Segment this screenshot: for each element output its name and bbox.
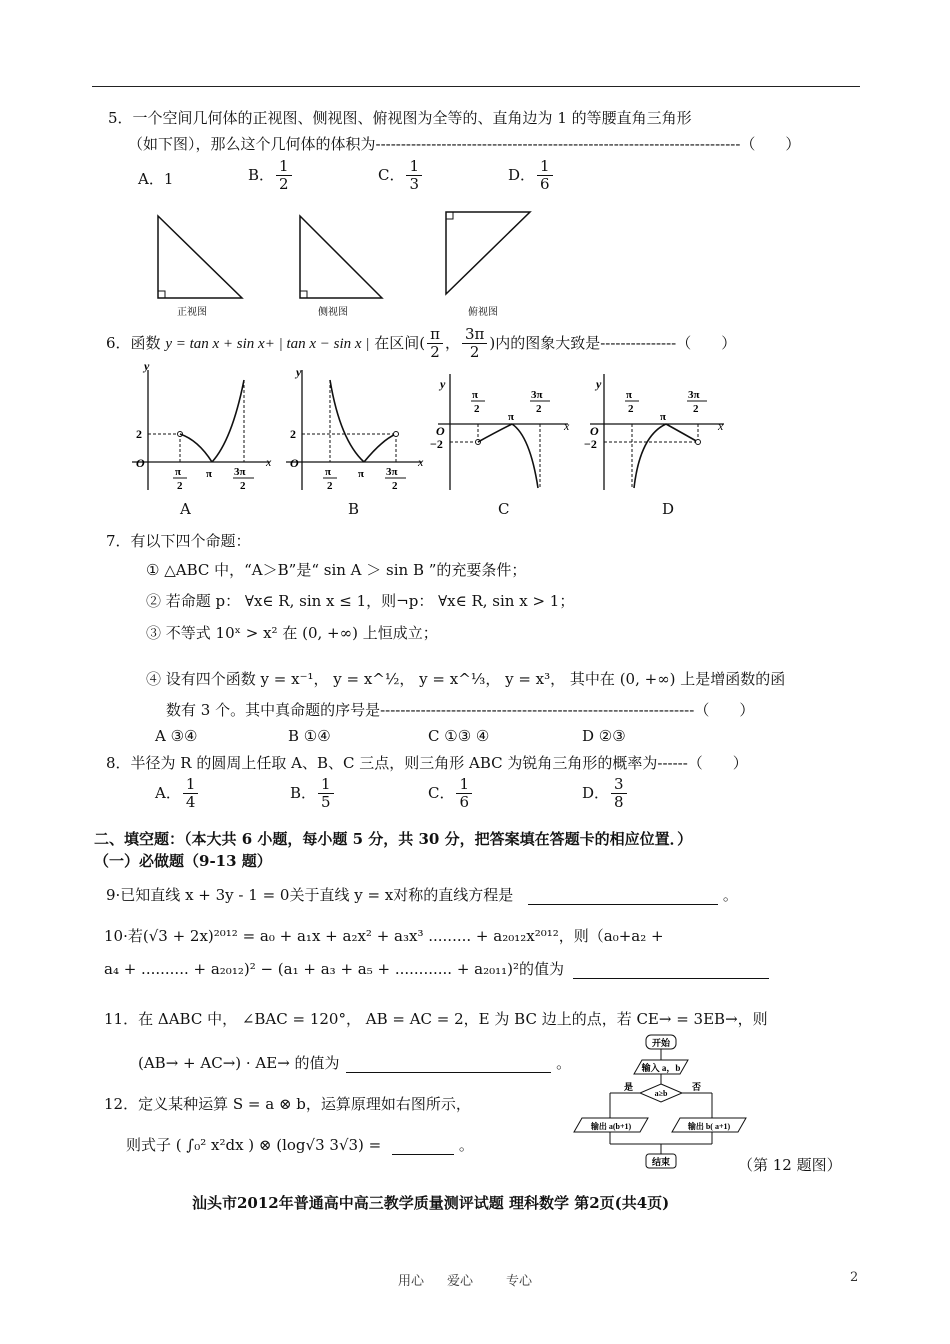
- q7-item-4a: ④ 设有四个函数 y = x⁻¹， y = x^½， y = x^⅓， y = x³， 其中在 (0, +∞) 上是增函数的函: [146, 670, 786, 688]
- svg-text:2: 2: [628, 403, 634, 415]
- svg-text:π: π: [358, 468, 365, 480]
- flow-condition: a≥b: [654, 1089, 668, 1098]
- svg-text:π: π: [472, 389, 479, 401]
- svg-text:π: π: [175, 466, 182, 478]
- graph-a-tick-pi: π: [206, 468, 213, 480]
- flow-output-left: 输出 a(b+1): [590, 1122, 632, 1131]
- q8-option-b: B． $\frac{1}{5}$: [290, 776, 336, 812]
- svg-text:3π: 3π: [386, 466, 398, 478]
- q11-line2: (AB→ + AC→) · AE→ 的值为 。: [138, 1054, 572, 1072]
- front-view-label: 正视图: [177, 307, 207, 318]
- footer-motto-3: 专心: [506, 1274, 533, 1289]
- section2-title: 二、填空题：（本大共 6 小题，每小题 5 分，共 30 分，把答案填在答题卡的相应位置．）: [94, 830, 693, 848]
- section2-subtitle: （一）必做题（9-13 题）: [94, 852, 272, 870]
- footer-motto-2: 爱心: [447, 1274, 474, 1289]
- svg-text:y: y: [440, 377, 446, 391]
- q10-answer-blank[interactable]: [573, 964, 769, 979]
- graph-a: [132, 360, 272, 492]
- svg-text:3π: 3π: [688, 389, 700, 401]
- q12-line2: 则式子 ( ∫₀² x²dx ) ⊗ (log√3 3√3) = 。: [126, 1136, 474, 1154]
- svg-text:π: π: [660, 411, 667, 423]
- q11-line1: 11．在 ΔABC 中， ∠BAC = 120°， AB = AC = 2，E 为 BC 边上的点，若 CE→ = 3EB→，则: [104, 1010, 768, 1028]
- q7-option-a: A ③④: [155, 727, 198, 745]
- svg-text:O: O: [290, 456, 299, 470]
- svg-text:2: 2: [392, 480, 398, 492]
- graph-d: [584, 374, 724, 490]
- svg-text:x: x: [418, 455, 424, 469]
- svg-text:x: x: [718, 419, 724, 433]
- svg-text:y: y: [596, 377, 602, 391]
- graph-a-y-label: y: [144, 360, 150, 373]
- svg-text:2: 2: [240, 480, 246, 492]
- exam-footer: 汕头市2012年普通高中高三教学质量测评试题 理科数学 第2页(共4页): [192, 1194, 670, 1212]
- q5-option-b: B． $\frac{1}{2}$: [248, 158, 294, 194]
- flow-end: 结束: [651, 1157, 671, 1167]
- header-rule: [92, 86, 860, 87]
- q8-option-d: D． $\frac{3}{8}$: [582, 776, 629, 812]
- q10-line2: a₄ + .......... + a₂₀₁₂)² − (a₁ + a₃ + a₅ + ............ + a₂₀₁₁)²的值为: [104, 958, 769, 979]
- svg-text:2: 2: [474, 403, 480, 415]
- q7-title: 7．有以下四个命题：: [106, 532, 251, 550]
- q12-flowchart: [570, 1032, 770, 1172]
- svg-text:2: 2: [290, 427, 296, 441]
- graph-label-c: C: [498, 500, 510, 518]
- side-view-label: 侧视图: [318, 307, 348, 318]
- flow-no: 否: [692, 1082, 702, 1092]
- q12-answer-blank[interactable]: [392, 1140, 454, 1155]
- q7-item-4b: 数有 3 个。其中真命题的序号是--------------------------------------------------------------（ ）: [166, 701, 755, 719]
- side-view-triangle: [300, 216, 382, 298]
- three-views-figure: [150, 208, 550, 318]
- graph-a-origin: O: [136, 456, 145, 470]
- svg-text:O: O: [590, 424, 599, 438]
- svg-text:π: π: [508, 411, 515, 423]
- top-view-label: 俯视图: [468, 307, 498, 318]
- q9-stem: 9·已知直线 x + 3y - 1 = 0关于直线 y = x对称的直线方程是 。: [106, 886, 738, 904]
- q8-option-a: A． $\frac{1}{4}$: [155, 776, 200, 812]
- svg-text:2: 2: [693, 403, 699, 415]
- q6-stem: 6．函数 y = tan x + sin x+ | tan x − sin x | 在区间( $\frac{\pi}{2}$ ， $\frac{3\pi}{2}$ )内的图象大致是---------------（ ）: [106, 325, 737, 362]
- graph-label-d: D: [662, 500, 675, 518]
- q12-figure-caption: （第 12 题图）: [738, 1156, 842, 1174]
- q10-line1: 10·若(√3 + 2x)²⁰¹² = a₀ + a₁x + a₂x² + a₃x³ ......... + a₂₀₁₂x²⁰¹²，则（a₀+a₂ +: [104, 927, 664, 945]
- svg-text:2: 2: [327, 480, 333, 492]
- svg-text:π: π: [626, 389, 633, 401]
- q5-option-c: C． $\frac{1}{3}$: [378, 158, 424, 194]
- svg-text:−2: −2: [584, 437, 597, 451]
- q8-option-c: C． $\frac{1}{6}$: [428, 776, 474, 812]
- footer-motto-1: 用心: [398, 1274, 425, 1289]
- q7-item-1: ① △ABC 中，“A＞B”是“ sin A ＞ sin B ”的充要条件；: [146, 561, 527, 579]
- svg-text:2: 2: [177, 480, 183, 492]
- q8-stem: 8．半径为 R 的圆周上任取 A、B、C 三点，则三角形 ABC 为锐角三角形的概率为------（ ）: [106, 754, 748, 772]
- q7-item-2: ② 若命题 p： ∀x∈ R, sin x ≤ 1，则¬p： ∀x∈ R, sin x > 1；: [146, 592, 575, 610]
- page-number: 2: [850, 1270, 859, 1285]
- q12-line1: 12．定义某种运算 S = a ⊗ b，运算原理如右图所示，: [104, 1095, 471, 1113]
- flow-input: 输入 a，b: [641, 1063, 681, 1073]
- graph-c: [430, 374, 570, 490]
- q7-option-d: D ②③: [582, 727, 626, 745]
- graph-label-b: B: [348, 500, 360, 518]
- front-view-triangle: [158, 216, 242, 298]
- svg-text:−2: −2: [430, 437, 443, 451]
- flow-output-right: 输出 b( a+1): [687, 1122, 731, 1131]
- q7-option-c: C ①③ ④: [428, 727, 490, 745]
- graph-label-a: A: [180, 500, 191, 518]
- flow-start: 开始: [651, 1038, 671, 1048]
- svg-text:3π: 3π: [234, 466, 246, 478]
- svg-text:2: 2: [536, 403, 542, 415]
- graph-b: [286, 365, 424, 492]
- svg-text:O: O: [436, 424, 445, 438]
- q11-answer-blank[interactable]: [346, 1058, 551, 1073]
- svg-text:y: y: [296, 365, 302, 379]
- svg-text:x: x: [564, 419, 570, 433]
- graph-a-x-label: x: [266, 455, 272, 469]
- q5-option-d: D． $\frac{1}{6}$: [508, 158, 555, 194]
- q5-option-a: A．1: [138, 170, 174, 188]
- graph-a-tick-2: 2: [136, 427, 142, 441]
- svg-text:π: π: [325, 466, 332, 478]
- svg-text:3π: 3π: [531, 389, 543, 401]
- q9-answer-blank[interactable]: [528, 890, 718, 905]
- q5-line2: （如下图），那么这个几何体的体积为------------------------------------------------------------------------（ ）: [128, 135, 801, 153]
- q7-option-b: B ①④: [288, 727, 331, 745]
- q6-graphs: [120, 360, 740, 500]
- flow-yes: 是: [624, 1082, 634, 1092]
- top-view-triangle: [446, 212, 530, 294]
- q5-line1: 5．一个空间几何体的正视图、侧视图、俯视图为全等的、直角边为 1 的等腰直角三角形: [108, 109, 692, 127]
- q7-item-3: ③ 不等式 10ˣ > x² 在 (0, +∞) 上恒成立；: [146, 624, 438, 642]
